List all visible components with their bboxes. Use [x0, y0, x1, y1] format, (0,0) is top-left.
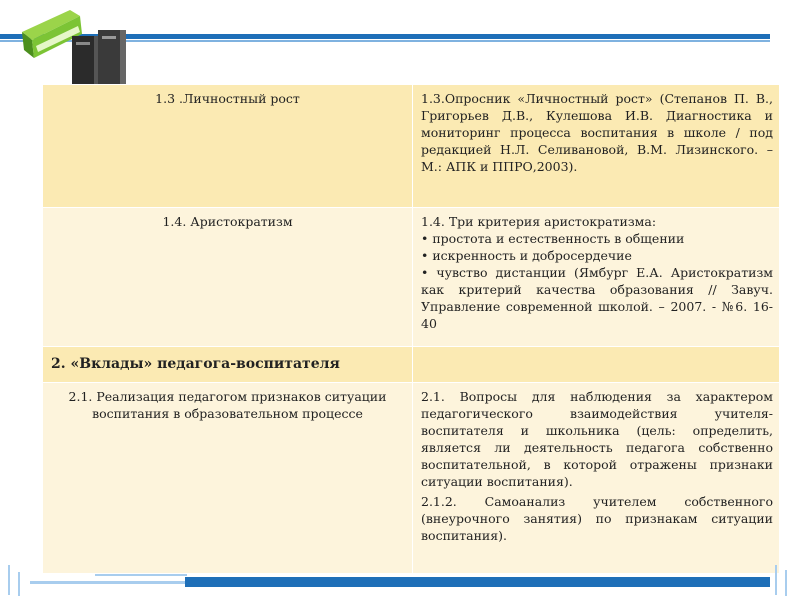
- method-bullet: • искренность и добросердечие: [421, 248, 632, 263]
- table-cell-method: [413, 85, 780, 208]
- table-row: [43, 85, 780, 208]
- decor-line: [18, 572, 20, 596]
- method-bullet: • простота и естественность в общении: [421, 231, 685, 246]
- table-cell-method: [413, 208, 780, 347]
- bottom-accent-line: [30, 581, 185, 584]
- method-bullet: • чувство дистанции (Ямбург Е.А. Аристократизм как критерий качества образования // Завуч. Управление современной школой. – 2007. - №6. 16-40: [421, 265, 773, 331]
- content-table: [42, 84, 780, 574]
- table-cell-criterion: 2.1. Реализация педагогом признаков ситуации воспитания в образовательном процессе: [43, 383, 413, 574]
- bottom-accent-bar: [185, 577, 770, 587]
- table-cell-empty: [413, 347, 780, 383]
- method-text: 1.3.Опросник «Личностный рост» (Степанов П. В., Григорьев Д.В., Кулешова И.В. Диагностика и мониторинг процесса воспитания в школе / под редакцией Н.Л. Селивановой, В.М. Лизинского. – М.: АПК и ППРО,2003).: [421, 91, 773, 174]
- books-logo-icon: [10, 2, 130, 92]
- decor-line: [8, 565, 10, 595]
- method-text: 2.1.2. Самоанализ учителем собственного (внеурочного занятия) по признакам ситуации воспитания).: [421, 494, 773, 543]
- table-row: [43, 208, 780, 347]
- decor-line: [785, 570, 787, 596]
- table-cell-method: [413, 383, 780, 574]
- method-text: 1.4. Три критерия аристократизма:: [421, 214, 657, 229]
- table-cell-criterion: 1.3 .Личностный рост: [43, 85, 413, 208]
- table-cell-criterion: 1.4. Аристократизм: [43, 208, 413, 347]
- table-row: [43, 347, 780, 383]
- table-row: [43, 383, 780, 574]
- bottom-accent-line: [95, 574, 187, 576]
- method-text: 2.1. Вопросы для наблюдения за характером педагогического взаимодействия учителя-воспитателя и школьника (цель: определить, является ли деятельность педагога собственно воспитательной, в которой отражены признаки ситуации воспитания).: [421, 389, 773, 489]
- decor-line: [775, 565, 777, 595]
- section-heading: 2. «Вклады» педагога-воспитателя: [43, 347, 413, 383]
